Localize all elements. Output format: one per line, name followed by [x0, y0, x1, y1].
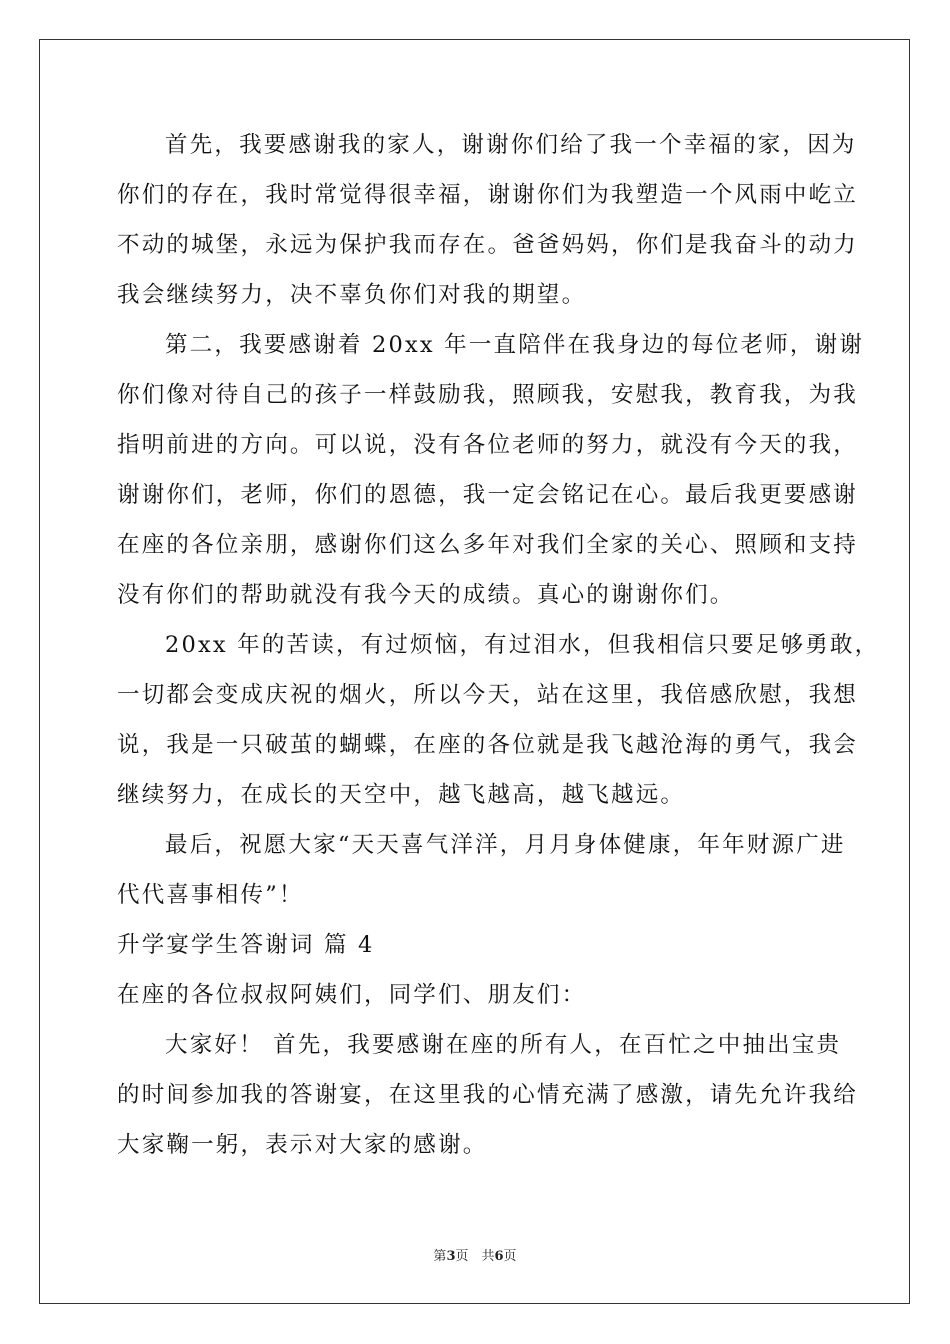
paragraph-line: 一切都会变成庆祝的烟火，所以今天，站在这里，我倍感欣慰，我想 [117, 682, 859, 708]
page-footer [0, 1245, 950, 1264]
paragraph-line: 20xx 年的苦读，有过烦恼，有过泪水，但我相信只要足够勇敢， [165, 632, 880, 658]
paragraph-line: 说，我是一只破茧的蝴蝶，在座的各位就是我飞越沧海的勇气，我会 [117, 732, 859, 758]
paragraph-line: 在座的各位亲朋，感谢你们这么多年对我们全家的关心、照顾和支持 [117, 532, 859, 558]
paragraph-line: 继续努力，在成长的天空中，越飞越高，越飞越远。 [117, 782, 686, 808]
page-total: 6 [494, 1249, 504, 1264]
paragraph-line: 首先，我要感谢我的家人，谢谢你们给了我一个幸福的家，因为 [165, 132, 857, 158]
page-suffix: 页 [503, 1249, 517, 1264]
paragraph-line: 不动的城堡，永远为保护我而存在。爸爸妈妈，你们是我奋斗的动力 [117, 232, 859, 258]
paragraph-line: 最后，祝愿大家“天天喜气洋洋，月月身体健康，年年财源广进 [165, 832, 846, 858]
paragraph-line: 第二，我要感谢着 20xx 年一直陪伴在我身边的每位老师，谢谢 [165, 332, 865, 358]
page-mid: 页 共 [455, 1249, 495, 1264]
paragraph-line: 指明前进的方向。可以说，没有各位老师的努力，就没有今天的我， [117, 432, 859, 458]
paragraph-line: 大家鞠一躬，表示对大家的感谢。 [117, 1132, 488, 1158]
paragraph-line: 的时间参加我的答谢宴，在这里我的心情充满了感激，请先允许我给 [117, 1082, 859, 1108]
section-heading: 升学宴学生答谢词 篇 4 [117, 932, 375, 958]
paragraph-line: 代代喜事相传”！ [117, 882, 304, 908]
paragraph-line: 谢谢你们，老师，你们的恩德，我一定会铭记在心。最后我更要感谢 [117, 482, 859, 508]
page-border [39, 39, 910, 1304]
paragraph-line: 我会继续努力，决不辜负你们对我的期望。 [117, 282, 587, 308]
salutation: 在座的各位叔叔阿姨们，同学们、朋友们： [117, 982, 587, 1008]
paragraph-line: 你们的存在，我时常觉得很幸福，谢谢你们为我塑造一个风雨中屹立 [117, 182, 859, 208]
paragraph-line: 你们像对待自己的孩子一样鼓励我，照顾我，安慰我，教育我，为我 [117, 382, 859, 408]
paragraph-line: 没有你们的帮助就没有我今天的成绩。真心的谢谢你们。 [117, 582, 735, 608]
page-prefix: 第 [433, 1249, 447, 1264]
paragraph-line: 大家好！ 首先，我要感谢在座的所有人，在百忙之中抽出宝贵 [165, 1032, 842, 1058]
page-current: 3 [446, 1249, 456, 1264]
